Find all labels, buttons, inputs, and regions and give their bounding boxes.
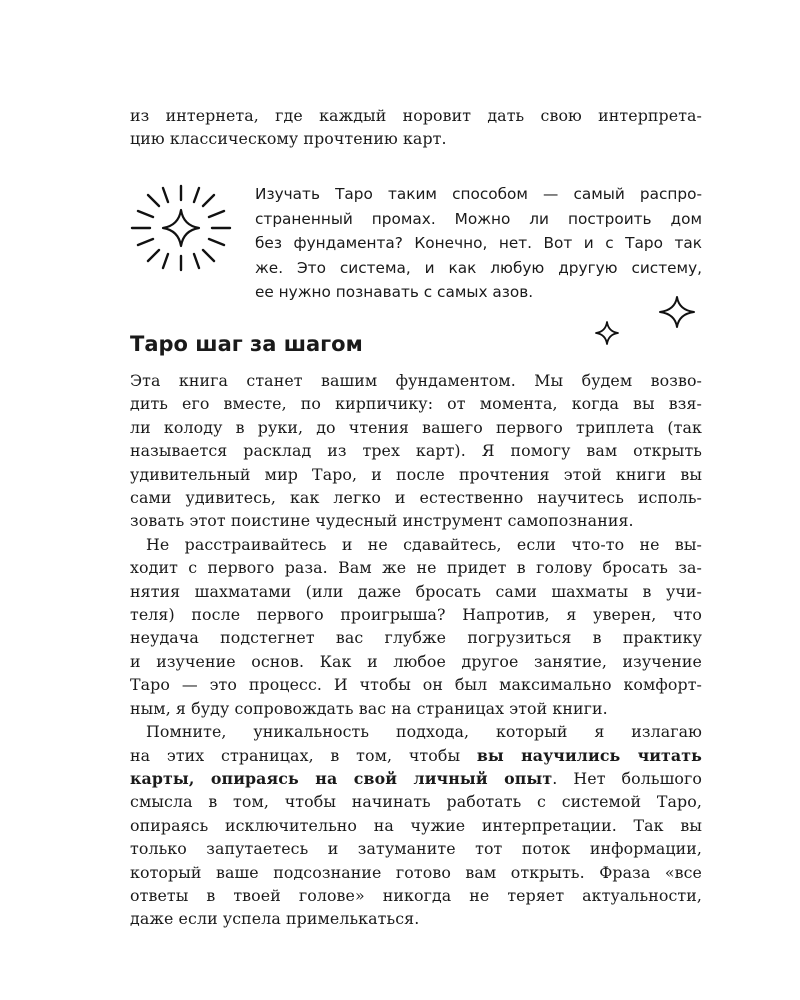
- callout-line: Изучать Таро таким способом — самый распро-: [255, 185, 702, 203]
- four-point-star-icon: [657, 294, 697, 330]
- callout-line: страненный промах. Можно ли построить дом: [255, 209, 702, 228]
- text-line: ответы в твоей голове» никогда не теряет актуальности,: [130, 885, 702, 905]
- bold-emphasis: вы научились читать: [476, 745, 702, 765]
- text-line: Помните, уникальность подхода, который я излагаю: [146, 722, 702, 742]
- text-line: Не расстраивайтесь и не сдавайтесь, если что-то не вы-: [146, 534, 702, 554]
- text-line: зовать этот поистине чудесный инструмент самопознания.: [130, 511, 634, 531]
- text-line: теля) после первого проигрыша? Напротив, я уверен, что: [130, 605, 702, 625]
- text-line: только запутаетесь и затуманите тот поток информации,: [130, 839, 702, 859]
- text-fragment: . Нет большого: [552, 768, 702, 788]
- text-line: удивительный мир Таро, и после прочтения этой книги вы: [130, 464, 702, 484]
- callout-line: же. Это система, и как любую другую систему,: [255, 258, 702, 277]
- four-point-star-icon: [594, 320, 620, 346]
- text-line: ходит с первого раза. Вам же не придет в голову бросать за-: [130, 558, 702, 578]
- text-line: Таро — это процесс. И чтобы он был максимально комфорт-: [130, 675, 702, 695]
- text-line: опираясь исключительно на чужие интерпретации. Так вы: [130, 815, 702, 835]
- text-line: нятия шахматами (или даже бросать сами шахматы в учи-: [130, 581, 702, 601]
- section-heading: Таро шаг за шагом: [130, 332, 363, 356]
- text-line: и изучение основ. Как и любое другое занятие, изучение: [130, 651, 702, 671]
- callout-line: ее нужно познавать с самых азов.: [255, 283, 534, 301]
- bold-emphasis: карты, опираясь на свой личный опыт: [130, 768, 553, 788]
- text-line: дить его вместе, по кирпичику: от момента, когда вы взя-: [130, 394, 702, 414]
- text-line: цию классическому прочтению карт.: [130, 129, 447, 149]
- text-line: сами удивитесь, как легко и естественно научитесь исполь-: [130, 488, 702, 508]
- intro-paragraph: [130, 104, 702, 151]
- text-line: ным, я буду сопровождать вас на страницах этой книги.: [130, 698, 608, 718]
- main-text: [130, 369, 702, 931]
- text-line: даже если успела примелькаться.: [130, 909, 420, 929]
- text-line: Эта книга станет вашим фундаментом. Мы будем возво-: [130, 371, 702, 390]
- text-line: из интернета, где каждый норовит дать свою интерпрета-: [130, 106, 702, 125]
- sun-with-star-icon: [128, 180, 234, 276]
- callout-text: [255, 182, 702, 305]
- text-line: смысла в том, чтобы начинать работать с системой Таро,: [130, 792, 702, 812]
- text-fragment: на этих страницах, в том, чтобы: [130, 745, 477, 765]
- text-line: ли колоду в руки, до чтения вашего первого триплета (так: [130, 417, 702, 437]
- text-line: называется расклад из трех карт). Я помогу вам открыть: [130, 441, 702, 461]
- text-line: неудача подстегнет вас глубже погрузиться в практику: [130, 628, 702, 648]
- text-line: [130, 767, 702, 790]
- callout-line: без фундамента? Конечно, нет. Вот и с Таро так: [255, 234, 702, 252]
- text-line: который ваше подсознание готово вам открыть. Фраза «все: [130, 862, 702, 882]
- text-line: [130, 744, 702, 767]
